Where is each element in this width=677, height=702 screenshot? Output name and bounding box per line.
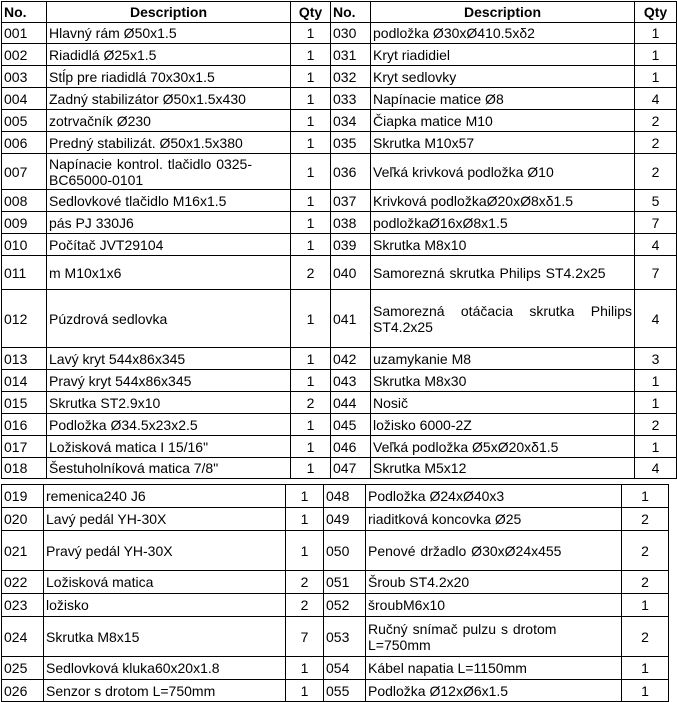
item-qty: 1 (286, 485, 324, 508)
item-description: Kryt sedlovky (371, 66, 635, 88)
item-number: 023 (2, 594, 44, 617)
item-description: Veľká krivková podložka Ø10 (371, 154, 635, 190)
item-number: 054 (324, 657, 366, 680)
item-description: Samorezná skrutka Philips ST4.2x25 (371, 256, 635, 290)
item-qty: 1 (291, 44, 331, 66)
item-number: 004 (2, 88, 47, 110)
parts-table-bottom (1, 484, 669, 702)
table-row (2, 680, 669, 702)
item-description: Ložisková matica (44, 571, 286, 594)
header-no: No. (2, 2, 47, 23)
item-number: 030 (331, 23, 371, 44)
item-description: Lavý pedál YH-30X (44, 508, 286, 531)
item-description: Senzor s drotom L=750mm (44, 680, 286, 702)
item-qty: 1 (291, 234, 331, 256)
item-qty: 4 (635, 458, 677, 479)
item-number: 049 (324, 508, 366, 531)
item-description: šroubM6x10 (366, 594, 622, 617)
item-qty: 4 (635, 234, 677, 256)
table-row (2, 594, 669, 617)
item-description: Skrutka M8x15 (44, 617, 286, 657)
table-row (2, 110, 677, 132)
item-qty: 1 (286, 657, 324, 680)
item-number: 017 (2, 436, 47, 458)
table-row (2, 392, 677, 414)
table-row (2, 88, 677, 110)
item-number: 009 (2, 212, 47, 234)
table-row (2, 485, 669, 508)
item-number: 034 (331, 110, 371, 132)
item-qty: 1 (291, 132, 331, 154)
item-number: 002 (2, 44, 47, 66)
item-description: Skrutka M8x10 (371, 234, 635, 256)
item-description: Kryt riadidiel (371, 44, 635, 66)
item-number: 033 (331, 88, 371, 110)
item-qty: 1 (635, 392, 677, 414)
item-number: 006 (2, 132, 47, 154)
item-qty: 1 (622, 657, 669, 680)
item-number: 013 (2, 348, 47, 370)
item-qty: 2 (622, 617, 669, 657)
item-description: Sedlovková kluka60x20x1.8 (44, 657, 286, 680)
item-number: 026 (2, 680, 44, 702)
item-qty: 2 (286, 571, 324, 594)
item-qty: 1 (291, 290, 331, 348)
item-number: 020 (2, 508, 44, 531)
table-row (2, 66, 677, 88)
item-number: 025 (2, 657, 44, 680)
item-number: 005 (2, 110, 47, 132)
item-number: 039 (331, 234, 371, 256)
item-number: 031 (331, 44, 371, 66)
header-description: Description (47, 2, 291, 23)
item-description: podložkaØ16xØ8x1.5 (371, 212, 635, 234)
item-number: 048 (324, 485, 366, 508)
item-qty: 1 (291, 154, 331, 190)
table-row (2, 657, 669, 680)
parts-table-top (1, 1, 677, 479)
header-qty: Qty (635, 2, 677, 23)
item-qty: 1 (291, 88, 331, 110)
item-qty: 1 (291, 348, 331, 370)
item-description: Nosič (371, 392, 635, 414)
item-description: Krivková podložkaØ20xØ8xδ1.5 (371, 190, 635, 212)
item-qty: 1 (635, 436, 677, 458)
item-description: Pravý kryt 544x86x345 (47, 370, 291, 392)
table-row (2, 436, 677, 458)
item-description: Sedlovkové tlačidlo M16x1.5 (47, 190, 291, 212)
table-row (2, 234, 677, 256)
item-qty: 5 (635, 190, 677, 212)
item-number: 007 (2, 154, 47, 190)
item-qty: 7 (286, 617, 324, 657)
item-description: Skrutka M5x12 (371, 458, 635, 479)
item-number: 019 (2, 485, 44, 508)
item-qty: 2 (291, 256, 331, 290)
table-row (2, 212, 677, 234)
item-description: Počítač JVT29104 (47, 234, 291, 256)
item-qty: 2 (291, 392, 331, 414)
table-row (2, 290, 677, 348)
item-description: podložka Ø30xØ410.5xδ2 (371, 23, 635, 44)
item-qty: 1 (286, 680, 324, 702)
item-qty: 1 (622, 594, 669, 617)
item-qty: 1 (622, 485, 669, 508)
item-qty: 2 (286, 594, 324, 617)
item-qty: 2 (635, 154, 677, 190)
table-row (2, 132, 677, 154)
table-row (2, 348, 677, 370)
item-description: Skrutka M10x57 (371, 132, 635, 154)
item-qty: 1 (635, 44, 677, 66)
item-qty: 2 (635, 110, 677, 132)
item-description: pás PJ 330J6 (47, 212, 291, 234)
item-number: 046 (331, 436, 371, 458)
item-number: 042 (331, 348, 371, 370)
item-description: uzamykanie M8 (371, 348, 635, 370)
item-qty: 2 (622, 571, 669, 594)
item-description: Zadný stabilizátor Ø50x1.5x430 (47, 88, 291, 110)
item-description: Veľká podložka Ø5xØ20xδ1.5 (371, 436, 635, 458)
item-number: 038 (331, 212, 371, 234)
item-qty: 1 (291, 436, 331, 458)
item-qty: 1 (291, 458, 331, 479)
item-number: 011 (2, 256, 47, 290)
item-qty: 1 (291, 212, 331, 234)
item-description: Hlavný rám Ø50x1.5 (47, 23, 291, 44)
item-number: 053 (324, 617, 366, 657)
item-description: m M10x1x6 (47, 256, 291, 290)
item-number: 043 (331, 370, 371, 392)
table-row (2, 458, 677, 479)
item-description: Penové držadlo Ø30xØ24x455 (366, 531, 622, 571)
item-description: Kábel napatia L=1150mm (366, 657, 622, 680)
item-number: 036 (331, 154, 371, 190)
table-row (2, 571, 669, 594)
table-row (2, 154, 677, 190)
item-description: zotrvačník Ø230 (47, 110, 291, 132)
item-number: 012 (2, 290, 47, 348)
item-number: 016 (2, 414, 47, 436)
item-number: 035 (331, 132, 371, 154)
item-description: Skrutka M8x30 (371, 370, 635, 392)
header-no: No. (331, 2, 371, 23)
item-qty: 1 (291, 23, 331, 44)
item-qty: 2 (622, 508, 669, 531)
item-qty: 2 (622, 531, 669, 571)
table-row (2, 414, 677, 436)
item-number: 044 (331, 392, 371, 414)
item-description: Podložka Ø24xØ40x3 (366, 485, 622, 508)
item-qty: 7 (635, 256, 677, 290)
header-qty: Qty (291, 2, 331, 23)
item-description: Ručný snímač pulzu s drotom L=750mm (366, 617, 622, 657)
item-description: Púzdrová sedlovka (47, 290, 291, 348)
item-qty: 1 (291, 414, 331, 436)
item-number: 018 (2, 458, 47, 479)
header-row (2, 2, 677, 23)
item-number: 047 (331, 458, 371, 479)
item-description: ložisko (44, 594, 286, 617)
table-row (2, 256, 677, 290)
item-qty: 1 (635, 23, 677, 44)
item-description: Podložka Ø12xØ6x1.5 (366, 680, 622, 702)
header-description: Description (371, 2, 635, 23)
item-number: 010 (2, 234, 47, 256)
item-description: Samorezná otáčacia skrutka Philips ST4.2x25 (371, 290, 635, 348)
table-row (2, 617, 669, 657)
item-description: Čiapka matice M10 (371, 110, 635, 132)
table-row (2, 508, 669, 531)
item-qty: 1 (622, 680, 669, 702)
item-description: Šestuholníková matica 7/8" (47, 458, 291, 479)
item-qty: 1 (291, 66, 331, 88)
item-qty: 1 (291, 110, 331, 132)
table-row (2, 44, 677, 66)
item-qty: 1 (286, 508, 324, 531)
item-number: 003 (2, 66, 47, 88)
item-description: Šroub ST4.2x20 (366, 571, 622, 594)
item-qty: 4 (635, 290, 677, 348)
item-description: Napínacie kontrol. tlačidlo 0325-BC65000-0101 (47, 154, 291, 190)
item-description: Predný stabilizát. Ø50x1.5x380 (47, 132, 291, 154)
item-qty: 2 (635, 414, 677, 436)
table-row (2, 190, 677, 212)
item-description: ložisko 6000-2Z (371, 414, 635, 436)
item-qty: 1 (291, 190, 331, 212)
item-qty: 4 (635, 88, 677, 110)
item-number: 021 (2, 531, 44, 571)
item-qty: 1 (286, 531, 324, 571)
item-number: 055 (324, 680, 366, 702)
item-description: Stĺp pre riadidlá 70x30x1.5 (47, 66, 291, 88)
item-qty: 2 (635, 132, 677, 154)
item-number: 045 (331, 414, 371, 436)
item-number: 008 (2, 190, 47, 212)
item-description: Ložisková matica I 15/16" (47, 436, 291, 458)
item-number: 015 (2, 392, 47, 414)
item-description: Napínacie matice Ø8 (371, 88, 635, 110)
item-number: 032 (331, 66, 371, 88)
item-number: 022 (2, 571, 44, 594)
item-number: 001 (2, 23, 47, 44)
item-description: Lavý kryt 544x86x345 (47, 348, 291, 370)
item-number: 037 (331, 190, 371, 212)
item-number: 051 (324, 571, 366, 594)
item-description: remenica240 J6 (44, 485, 286, 508)
item-number: 024 (2, 617, 44, 657)
table-row (2, 370, 677, 392)
item-description: Skrutka ST2.9x10 (47, 392, 291, 414)
item-number: 014 (2, 370, 47, 392)
item-number: 040 (331, 256, 371, 290)
item-qty: 1 (635, 370, 677, 392)
item-number: 050 (324, 531, 366, 571)
item-qty: 3 (635, 348, 677, 370)
item-description: Podložka Ø34.5x23x2.5 (47, 414, 291, 436)
item-qty: 1 (635, 66, 677, 88)
item-number: 052 (324, 594, 366, 617)
item-qty: 1 (291, 370, 331, 392)
item-qty: 7 (635, 212, 677, 234)
item-description: Pravý pedál YH-30X (44, 531, 286, 571)
item-description: Riadidlá Ø25x1.5 (47, 44, 291, 66)
table-row (2, 23, 677, 44)
table-row (2, 531, 669, 571)
item-number: 041 (331, 290, 371, 348)
item-description: riaditková koncovka Ø25 (366, 508, 622, 531)
